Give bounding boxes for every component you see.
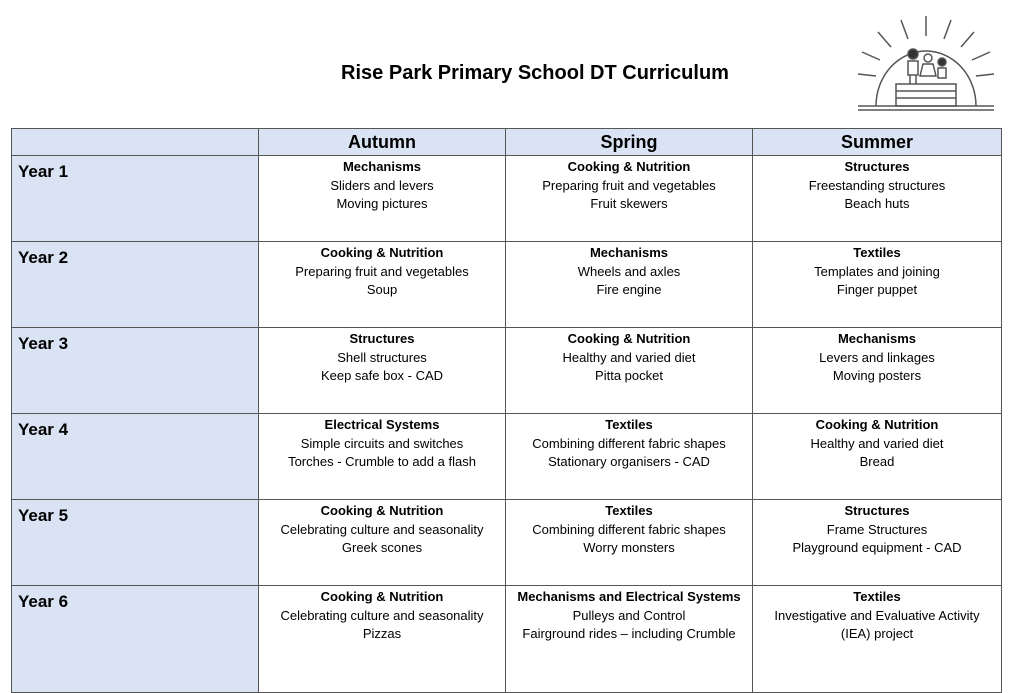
topic-detail: Celebrating culture and seasonality — [280, 521, 484, 537]
cell-autumn — [259, 586, 506, 693]
cell-spring — [506, 156, 753, 242]
cell-summer — [753, 500, 1002, 586]
topic-title: Cooking & Nutrition — [320, 503, 444, 518]
cell-spring — [506, 586, 753, 693]
topic-detail: Combining different fabric shapes — [532, 521, 726, 537]
header-spring: Spring — [506, 129, 753, 156]
year-label: Year 1 — [12, 156, 259, 242]
cell-autumn — [259, 156, 506, 242]
topic-title: Mechanisms and Electrical Systems — [517, 589, 741, 604]
topic-detail: Healthy and varied diet — [810, 435, 944, 451]
topic-detail: Finger puppet — [836, 282, 918, 297]
cell-autumn — [259, 242, 506, 328]
cell-summer — [753, 328, 1002, 414]
topic-detail: Shell structures — [337, 349, 427, 365]
topic-detail: Preparing fruit and vegetables — [542, 177, 716, 193]
topic-detail: Healthy and varied diet — [562, 349, 696, 365]
topic-title: Mechanisms — [589, 245, 669, 260]
topic-title: Cooking & Nutrition — [815, 417, 939, 432]
table-row — [12, 414, 1002, 500]
topic-detail: Soup — [366, 282, 398, 297]
cell-spring — [506, 500, 753, 586]
topic-title: Textiles — [605, 417, 653, 432]
page-title: Rise Park Primary School DT Curriculum — [341, 62, 729, 84]
topic-detail: Preparing fruit and vegetables — [295, 263, 469, 279]
year-label: Year 4 — [12, 414, 259, 500]
topic-detail: Beach huts — [844, 196, 910, 211]
topic-title: Mechanisms — [342, 159, 422, 174]
topic-detail: Keep safe box - CAD — [320, 368, 444, 383]
topic-title: Structures — [349, 331, 415, 346]
topic-detail: Stationary organisers - CAD — [548, 454, 710, 469]
cell-spring — [506, 242, 753, 328]
year-label: Year 5 — [12, 500, 259, 586]
topic-detail: Pizzas — [362, 626, 402, 641]
topic-detail: Investigative and Evaluative Activity — [774, 607, 980, 623]
topic-detail: Playground equipment - CAD — [792, 540, 962, 555]
topic-title: Mechanisms — [837, 331, 917, 346]
school-logo — [856, 14, 996, 114]
topic-detail: Moving posters — [832, 368, 922, 383]
topic-title: Structures — [844, 159, 910, 174]
topic-detail: Fire engine — [596, 282, 662, 297]
topic-detail: (IEA) project — [840, 626, 914, 641]
topic-title: Textiles — [853, 589, 901, 604]
cell-autumn — [259, 328, 506, 414]
header-summer: Summer — [753, 129, 1002, 156]
table-row — [12, 328, 1002, 414]
cell-autumn — [259, 414, 506, 500]
curriculum-table — [11, 128, 1002, 693]
topic-detail: Torches - Crumble to add a flash — [288, 454, 476, 469]
topic-detail: Bread — [859, 454, 895, 469]
topic-detail: Combining different fabric shapes — [532, 435, 726, 451]
table-row — [12, 242, 1002, 328]
topic-detail: Frame Structures — [826, 521, 928, 537]
topic-title: Structures — [844, 503, 910, 518]
header-autumn: Autumn — [259, 129, 506, 156]
topic-detail: Sliders and levers — [330, 177, 434, 193]
topic-detail: Moving pictures — [336, 196, 428, 211]
topic-detail: Levers and linkages — [819, 349, 935, 365]
cell-autumn — [259, 500, 506, 586]
topic-detail: Pitta pocket — [595, 368, 663, 383]
year-label: Year 6 — [12, 586, 259, 693]
topic-detail: Fairground rides – including Crumble — [522, 626, 736, 641]
topic-detail: Wheels and axles — [577, 263, 681, 279]
topic-detail: Pulleys and Control — [572, 607, 686, 623]
header-corner — [12, 129, 259, 156]
topic-detail: Worry monsters — [583, 540, 675, 555]
header-row — [12, 129, 1002, 156]
cell-summer — [753, 586, 1002, 693]
topic-title: Textiles — [853, 245, 901, 260]
cell-summer — [753, 156, 1002, 242]
topic-detail: Templates and joining — [814, 263, 940, 279]
topic-title: Electrical Systems — [324, 417, 440, 432]
cell-summer — [753, 242, 1002, 328]
topic-title: Cooking & Nutrition — [320, 589, 444, 604]
topic-detail: Greek scones — [341, 540, 423, 555]
table-row — [12, 500, 1002, 586]
topic-title: Cooking & Nutrition — [567, 331, 691, 346]
topic-detail: Simple circuits and switches — [300, 435, 464, 451]
cell-spring — [506, 328, 753, 414]
topic-detail: Celebrating culture and seasonality — [280, 607, 484, 623]
topic-title: Cooking & Nutrition — [320, 245, 444, 260]
cell-spring — [506, 414, 753, 500]
table-row — [12, 586, 1002, 693]
topic-detail: Fruit skewers — [590, 196, 668, 211]
topic-title: Cooking & Nutrition — [567, 159, 691, 174]
year-label: Year 3 — [12, 328, 259, 414]
table-row — [12, 156, 1002, 242]
topic-detail: Freestanding structures — [808, 177, 946, 193]
topic-title: Textiles — [605, 503, 653, 518]
cell-summer — [753, 414, 1002, 500]
year-label: Year 2 — [12, 242, 259, 328]
